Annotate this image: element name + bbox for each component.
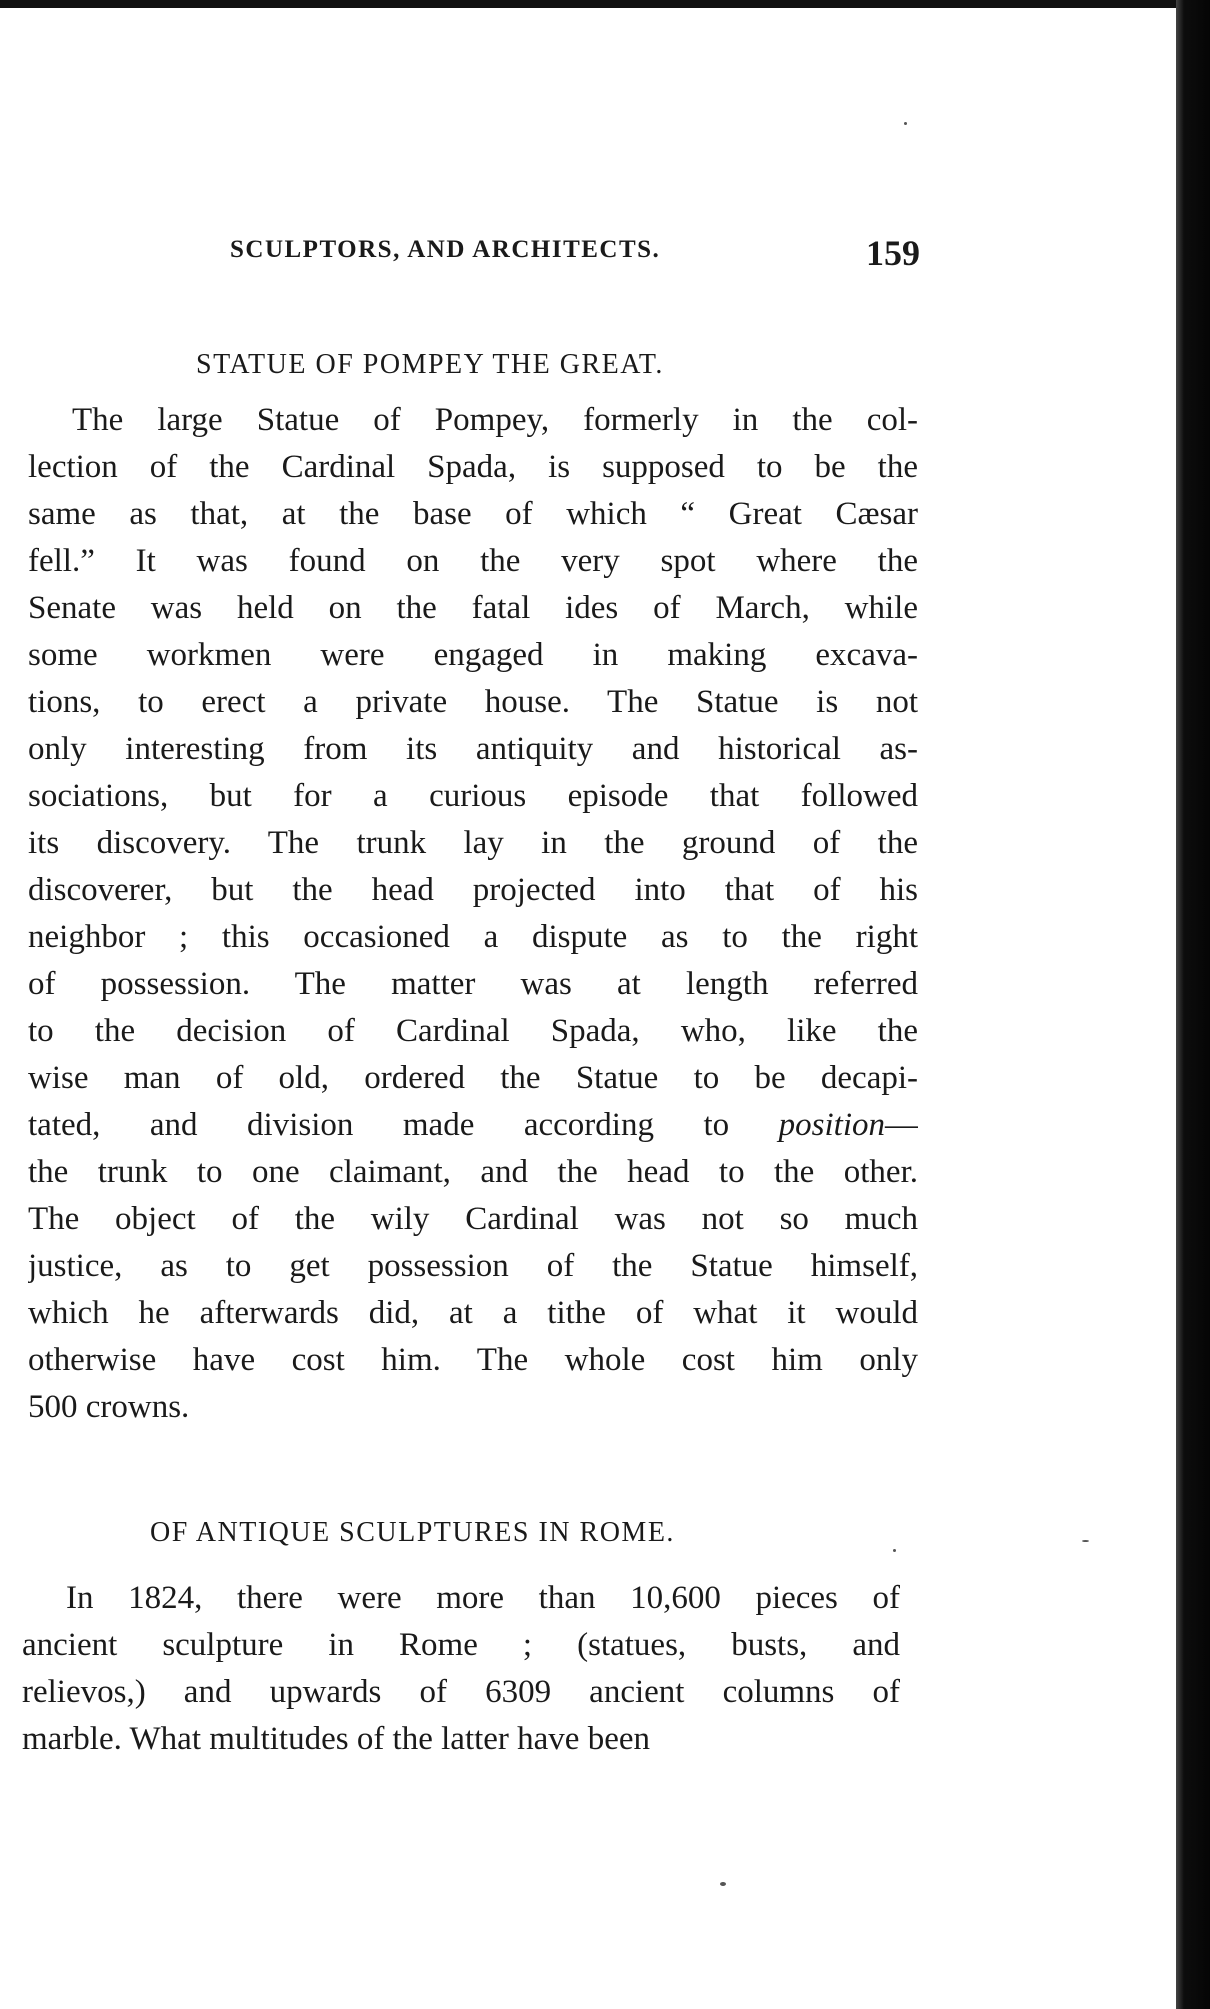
text-line: wise man of old, ordered the Statue to be decapi- (28, 1060, 918, 1096)
text-line: the trunk to one claimant, and the head to the other. (28, 1154, 918, 1190)
text-line: lection of the Cardinal Spada, is supposed to be the (28, 449, 918, 485)
text-line: otherwise have cost him. The whole cost him only (28, 1342, 918, 1378)
text-line: ancient sculpture in Rome ; (statues, busts, and (22, 1627, 900, 1663)
text-line: 500 crowns. (28, 1389, 190, 1425)
scan-speck (893, 1549, 896, 1552)
text-line: some workmen were engaged in making excava- (28, 637, 918, 673)
page-number: 159 (866, 233, 920, 273)
scan-speck (1082, 1540, 1089, 1542)
section-title-antique-sculptures: OF ANTIQUE SCULPTURES IN ROME. (150, 1517, 675, 1548)
text-line: of possession. The matter was at length referred (28, 966, 918, 1002)
text-line: In 1824, there were more than 10,600 pieces of (66, 1580, 900, 1616)
text-line: The object of the wily Cardinal was not so much (28, 1201, 918, 1237)
text-line: only interesting from its antiquity and historical as- (28, 731, 918, 767)
text-line: neighbor ; this occasioned a dispute as to the right (28, 919, 918, 955)
text-line: marble. What multitudes of the latter have been (22, 1721, 650, 1757)
text-line: fell.” It was found on the very spot where the (28, 543, 918, 579)
italic-word: position (778, 1107, 885, 1143)
text-line: sociations, but for a curious episode that followed (28, 778, 918, 814)
paragraph-statue-of-pompey (28, 397, 918, 1431)
paragraph-antique-sculptures (22, 1575, 900, 1763)
scan-speck (904, 122, 907, 125)
text-line: to the decision of Cardinal Spada, who, like the (28, 1013, 918, 1049)
text-line: The large Statue of Pompey, formerly in the col- (72, 402, 918, 438)
text-line: discoverer, but the head projected into that of his (28, 872, 918, 908)
text-line: same as that, at the base of which “ Great Cæsar (28, 496, 918, 532)
scan-speck (720, 1882, 726, 1886)
text-line: its discovery. The trunk lay in the ground of the (28, 825, 918, 861)
scan-top-edge (0, 0, 1210, 8)
running-head: SCULPTORS, AND ARCHITECTS. (230, 236, 661, 263)
text-line: tated, and division made according to position— (28, 1107, 918, 1143)
text-line: relievos,) and upwards of 6309 ancient columns of (22, 1674, 900, 1710)
section-title-statue-of-pompey: STATUE OF POMPEY THE GREAT. (196, 349, 664, 380)
scan-right-edge (1176, 0, 1210, 2009)
text-line: which he afterwards did, at a tithe of what it would (28, 1295, 918, 1331)
text-line: justice, as to get possession of the Statue himself, (28, 1248, 918, 1284)
text-line: Senate was held on the fatal ides of March, while (28, 590, 918, 626)
text-line: tions, to erect a private house. The Statue is not (28, 684, 918, 720)
